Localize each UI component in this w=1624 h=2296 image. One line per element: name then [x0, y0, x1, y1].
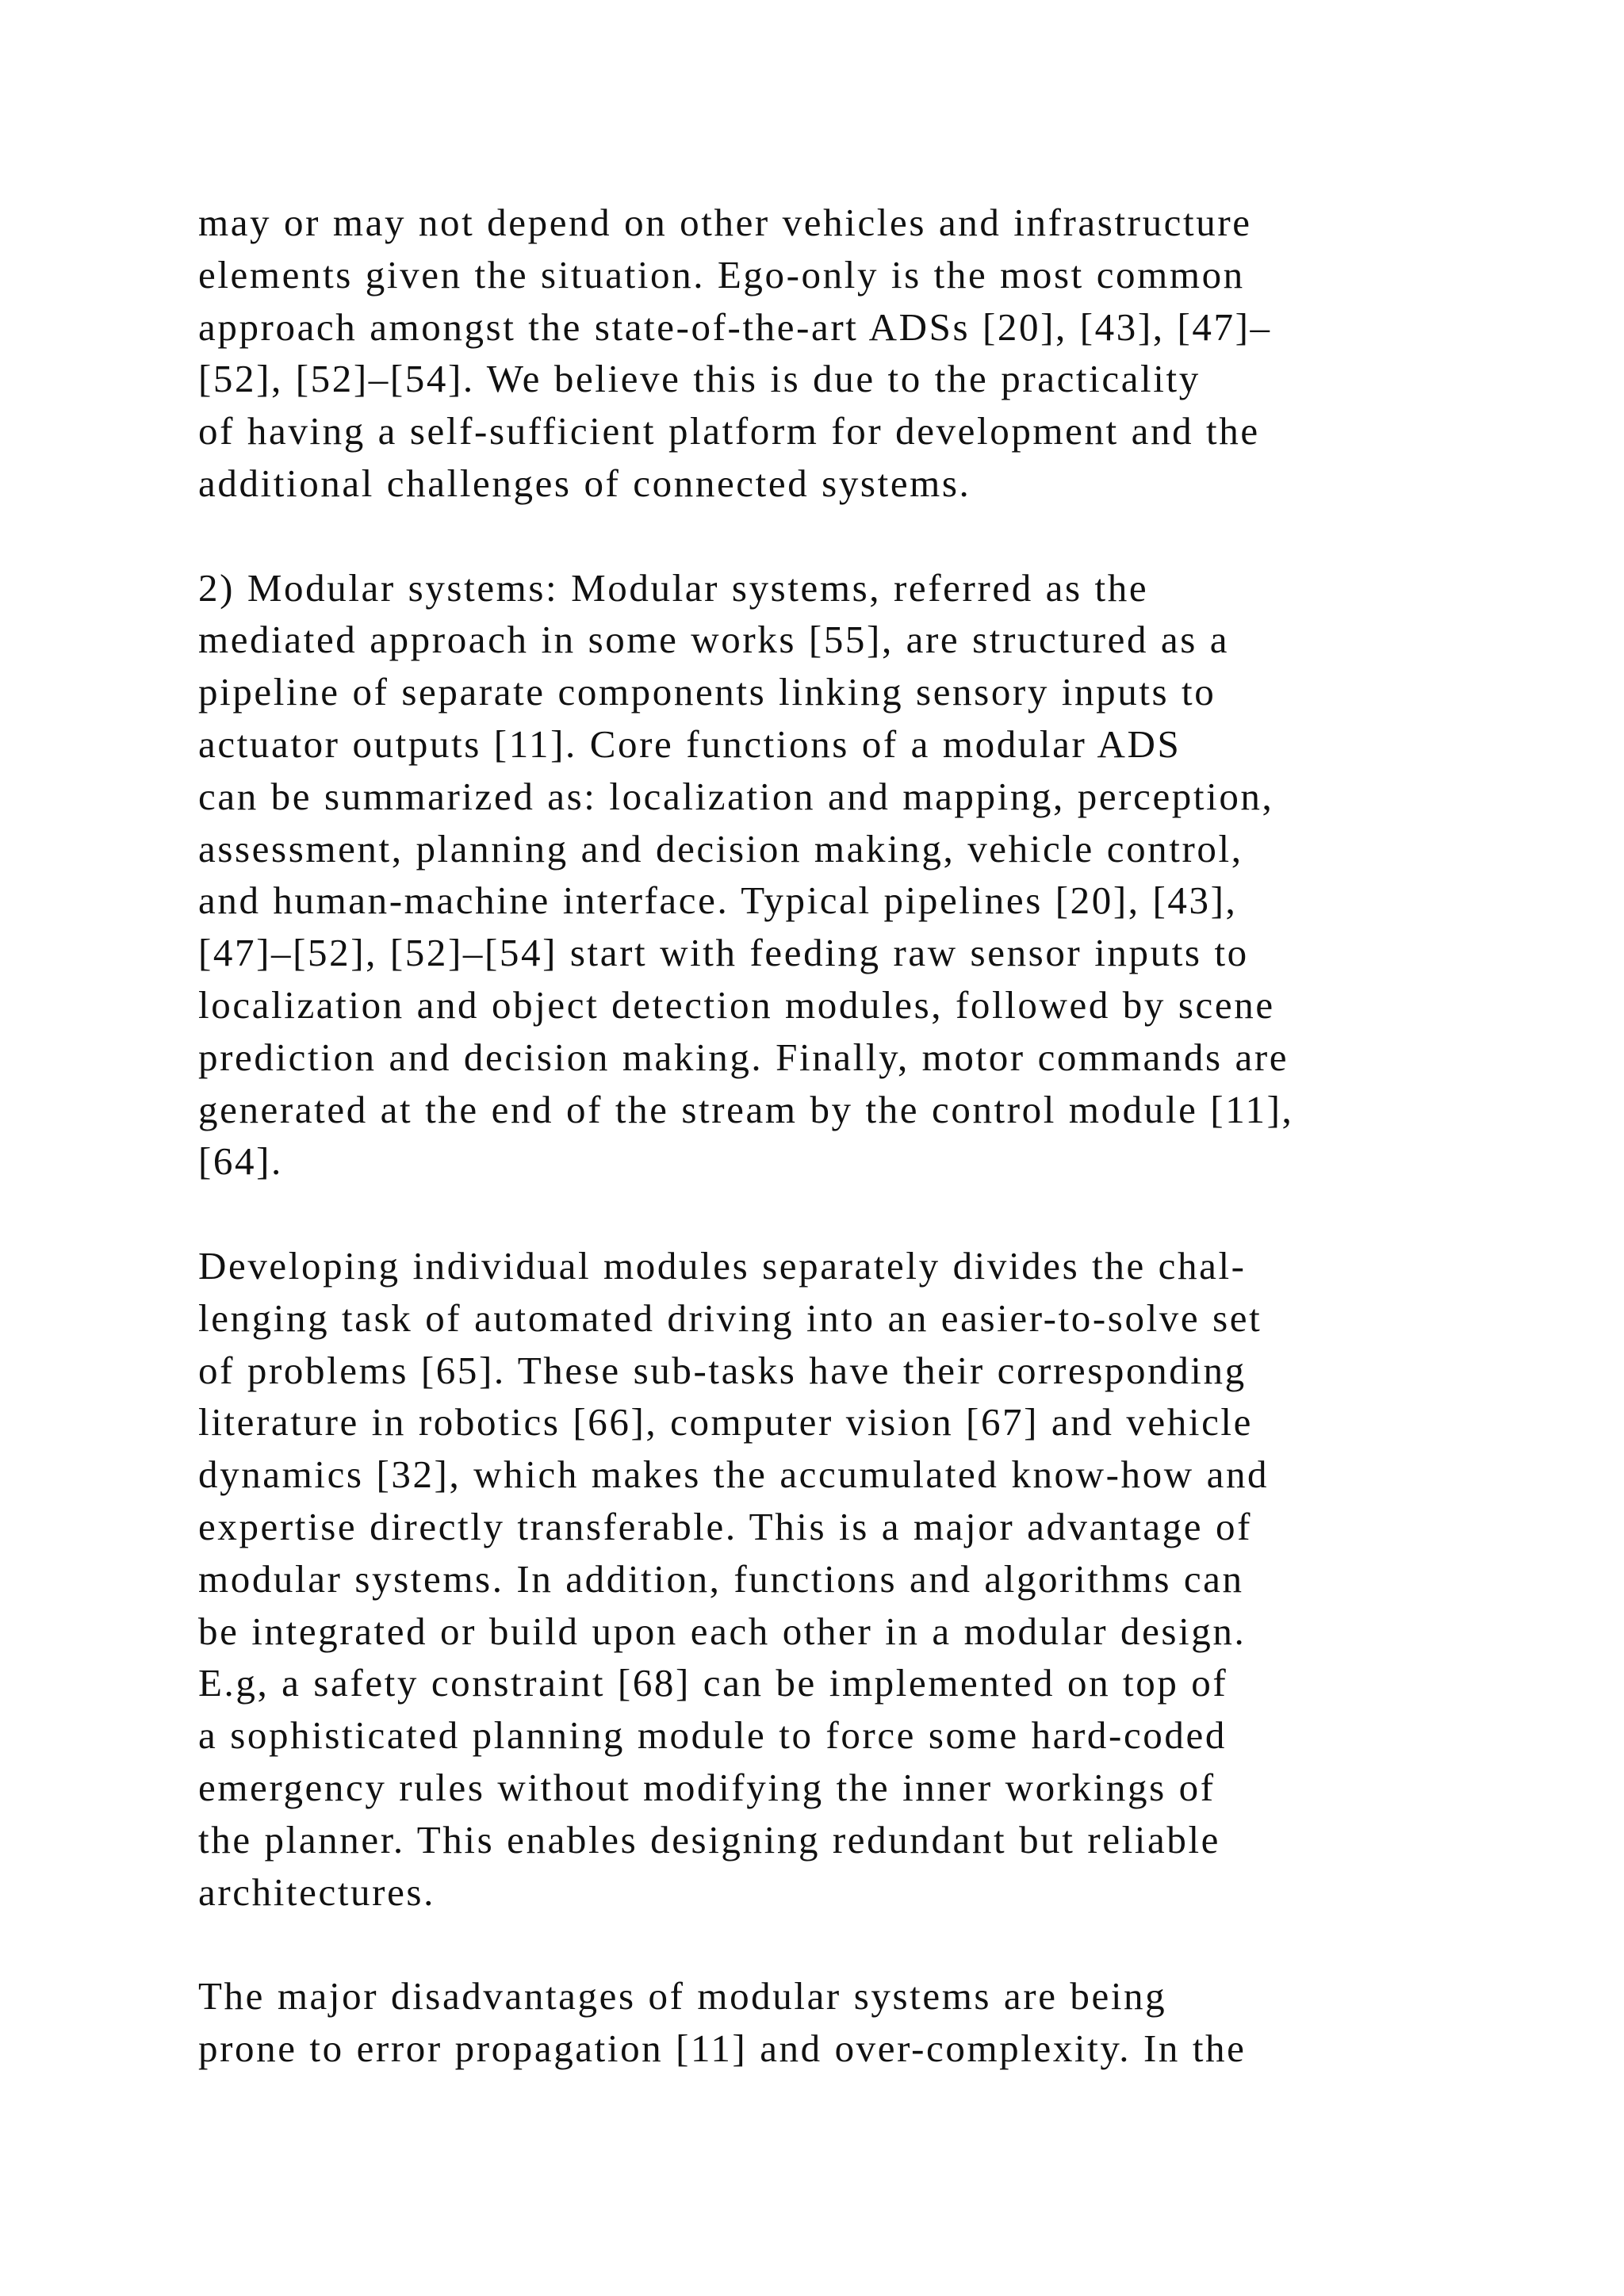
text-line: be integrated or build upon each other in a modular design. — [198, 1609, 1247, 1653]
text-line: of problems [65]. These sub-tasks have their corresponding — [198, 1348, 1247, 1392]
document-body — [198, 197, 1594, 2126]
text-line: localization and object detection modules, followed by scene — [198, 982, 1275, 1027]
text-line: modular systems. In addition, functions and algorithms can — [198, 1556, 1244, 1601]
text-line: a sophisticated planning module to force some hard-coded — [198, 1713, 1227, 1758]
text-line: approach amongst the state-of-the-art ADSs [20], [43], [47]– — [198, 304, 1272, 349]
text-line: pipeline of separate components linking sensory inputs to — [198, 670, 1216, 714]
text-line: prone to error propagation [11] and over-complexity. In the — [198, 2026, 1247, 2070]
text-line: 2) Modular systems: Modular systems, referred as the — [198, 565, 1149, 610]
text-line: and human-machine interface. Typical pipelines [20], [43], — [198, 878, 1238, 923]
text-line: may or may not depend on other vehicles and infrastructure — [198, 201, 1252, 244]
paragraph-modular-systems — [198, 562, 1594, 1188]
text-line: Developing individual modules separately divides the chal- — [198, 1243, 1247, 1288]
text-line: expertise directly transferable. This is a major advantage of — [198, 1504, 1252, 1548]
text-line: emergency rules without modifying the inner workings of — [198, 1765, 1216, 1809]
text-line: E.g, a safety constraint [68] can be implemented on top of — [198, 1661, 1228, 1705]
text-line: prediction and decision making. Finally, motor commands are — [198, 1035, 1289, 1079]
text-line: [64]. — [198, 1139, 283, 1184]
text-line: can be summarized as: localization and mapping, perception, — [198, 774, 1274, 818]
text-line: [52], [52]–[54]. We believe this is due to the practicality — [198, 357, 1201, 401]
text-line: actuator outputs [11]. Core functions of a modular ADS — [198, 721, 1182, 766]
paragraph-developing-modules — [198, 1240, 1594, 1918]
text-line: The major disadvantages of modular systems are being — [198, 1974, 1167, 2019]
text-line: lenging task of automated driving into an easier-to-solve set — [198, 1295, 1262, 1340]
text-line: elements given the situation. Ego-only is the most common — [198, 252, 1245, 297]
text-line: architectures. — [198, 1869, 435, 1914]
text-line: literature in robotics [66], computer vision [67] and vehicle — [198, 1400, 1253, 1445]
paragraph-ego-only — [198, 197, 1594, 510]
paragraph-disadvantages — [198, 1970, 1594, 2075]
text-line: generated at the end of the stream by the control module [11], — [198, 1087, 1294, 1131]
text-line: additional challenges of connected systems. — [198, 461, 971, 505]
text-line: of having a self-sufficient platform for development and the — [198, 409, 1260, 453]
text-line: [47]–[52], [52]–[54] start with feeding raw sensor inputs to — [198, 931, 1249, 975]
text-line: dynamics [32], which makes the accumulated know-how and — [198, 1452, 1270, 1497]
text-line: assessment, planning and decision making, vehicle control, — [198, 826, 1243, 871]
text-line: mediated approach in some works [55], are structured as a — [198, 618, 1230, 662]
text-line: the planner. This enables designing redundant but reliable — [198, 1817, 1221, 1862]
